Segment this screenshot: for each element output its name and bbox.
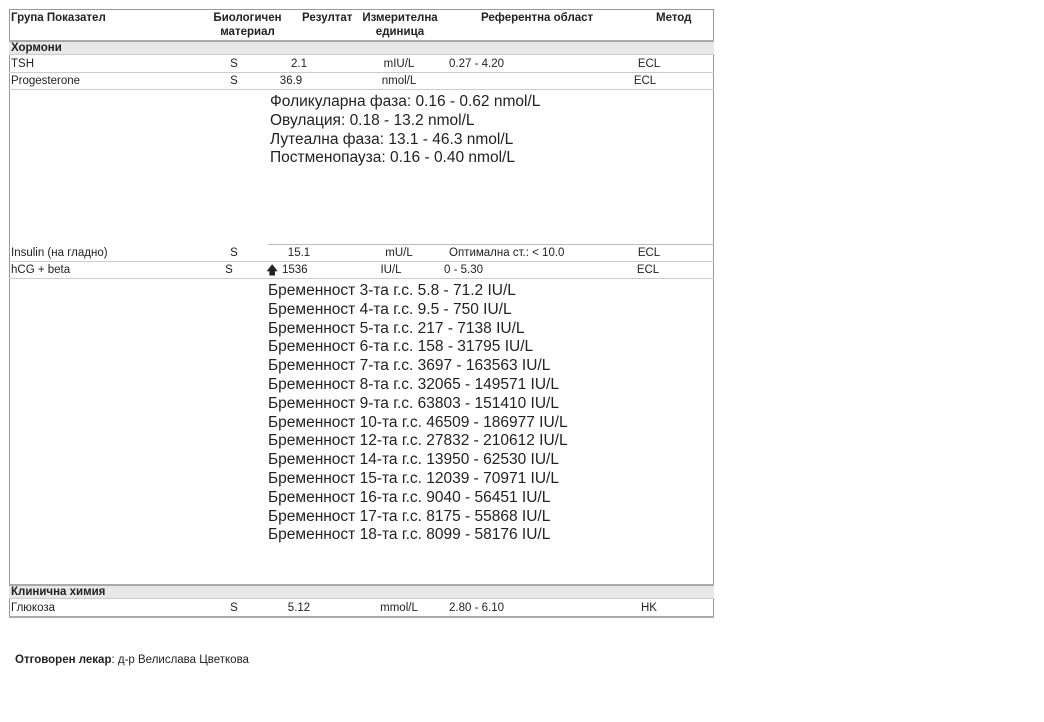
note-line: Бременност 12-та г.с. 27832 - 210612 IU/L — [268, 432, 568, 450]
result: 1536 — [282, 264, 308, 276]
high-arrow-icon: 🡅 — [266, 263, 279, 277]
note-line: Бременност 17-та г.с. 8175 - 55868 IU/L — [268, 507, 551, 525]
unit: mU/L — [385, 247, 413, 259]
progesterone-notes — [270, 93, 540, 168]
note-line: Бременност 6-та г.с. 158 - 31795 IU/L — [268, 338, 534, 356]
table-row — [9, 262, 714, 279]
result: 5.12 — [287, 602, 311, 614]
unit: mmol/L — [380, 602, 418, 614]
section-hormones: Хормони — [9, 40, 714, 55]
material: S — [225, 264, 233, 276]
reference: 0 - 5.30 — [444, 264, 483, 276]
header-reference: Референтна област — [481, 12, 594, 24]
header-method: Метод — [656, 12, 692, 24]
note-line: Бременност 15-та г.с. 12039 - 70971 IU/L — [268, 469, 559, 487]
method: ECL — [636, 264, 660, 276]
section-clinical-chemistry: Клинична химия — [9, 584, 714, 599]
note-line: Бременност 14-та г.с. 13950 - 62530 IU/L — [268, 451, 559, 469]
table-row — [9, 245, 714, 262]
unit: IU/L — [380, 264, 402, 276]
note-line: Фоликуларна фаза: 0.16 - 0.62 nmol/L — [270, 93, 541, 110]
header-group: Група Показател — [11, 12, 106, 24]
test-name: Глюкоза — [11, 602, 56, 614]
note-line: Бременност 4-та г.с. 9.5 - 750 IU/L — [268, 300, 512, 318]
unit: nmol/L — [381, 75, 417, 87]
material: S — [230, 58, 238, 70]
doctor-name: : д-р Велислава Цветкова — [111, 654, 249, 666]
method: ECL — [633, 75, 657, 87]
test-name: Insulin (на гладно) — [11, 247, 108, 259]
header-material: Биологичен материал — [213, 12, 282, 38]
material: S — [230, 247, 238, 259]
note-line: Бременност 5-та г.с. 217 - 7138 IU/L — [268, 319, 525, 337]
material: S — [230, 75, 238, 87]
reference: 0.27 - 4.20 — [449, 58, 504, 70]
result: 2.1 — [291, 58, 307, 70]
table-row — [9, 600, 714, 618]
hcg-notes — [268, 282, 568, 545]
responsible-doctor — [15, 654, 249, 666]
method: ECL — [637, 58, 661, 70]
result: 15.1 — [287, 247, 311, 259]
header-unit: Измерителна единица — [362, 12, 438, 38]
unit: mIU/L — [383, 58, 415, 70]
note-line: Бременност 8-та г.с. 32065 - 149571 IU/L — [268, 375, 559, 393]
reference: 2.80 - 6.10 — [449, 602, 504, 614]
note-line: Бременност 3-та г.с. 5.8 - 71.2 IU/L — [268, 282, 516, 299]
note-line: Бременност 10-та г.с. 46509 - 186977 IU/L — [268, 413, 568, 431]
note-line: Бременност 16-та г.с. 9040 - 56451 IU/L — [268, 488, 551, 506]
note-line: Бременност 9-та г.с. 63803 - 151410 IU/L — [268, 394, 559, 412]
method: HK — [641, 602, 657, 614]
test-name: hCG + beta — [11, 264, 71, 276]
reference: Оптимална ст.: < 10.0 — [449, 247, 565, 259]
doctor-label: Отговорен лекар — [15, 654, 112, 666]
test-name: TSH — [11, 58, 34, 70]
note-line: Лутеална фаза: 13.1 - 46.3 nmol/L — [270, 130, 514, 148]
method: ECL — [637, 247, 661, 259]
material: S — [230, 602, 238, 614]
table-row — [9, 73, 714, 90]
note-line: Бременност 7-та г.с. 3697 - 163563 IU/L — [268, 357, 551, 375]
header-result: Резултат — [302, 12, 353, 24]
note-line: Постменопауза: 0.16 - 0.40 nmol/L — [270, 149, 515, 167]
table-row — [9, 56, 714, 73]
test-name: Progesterone — [11, 75, 81, 87]
result: 36.9 — [279, 75, 303, 87]
note-line: Овулация: 0.18 - 13.2 nmol/L — [270, 111, 475, 129]
note-line: Бременност 18-та г.с. 8099 - 58176 IU/L — [268, 526, 551, 544]
